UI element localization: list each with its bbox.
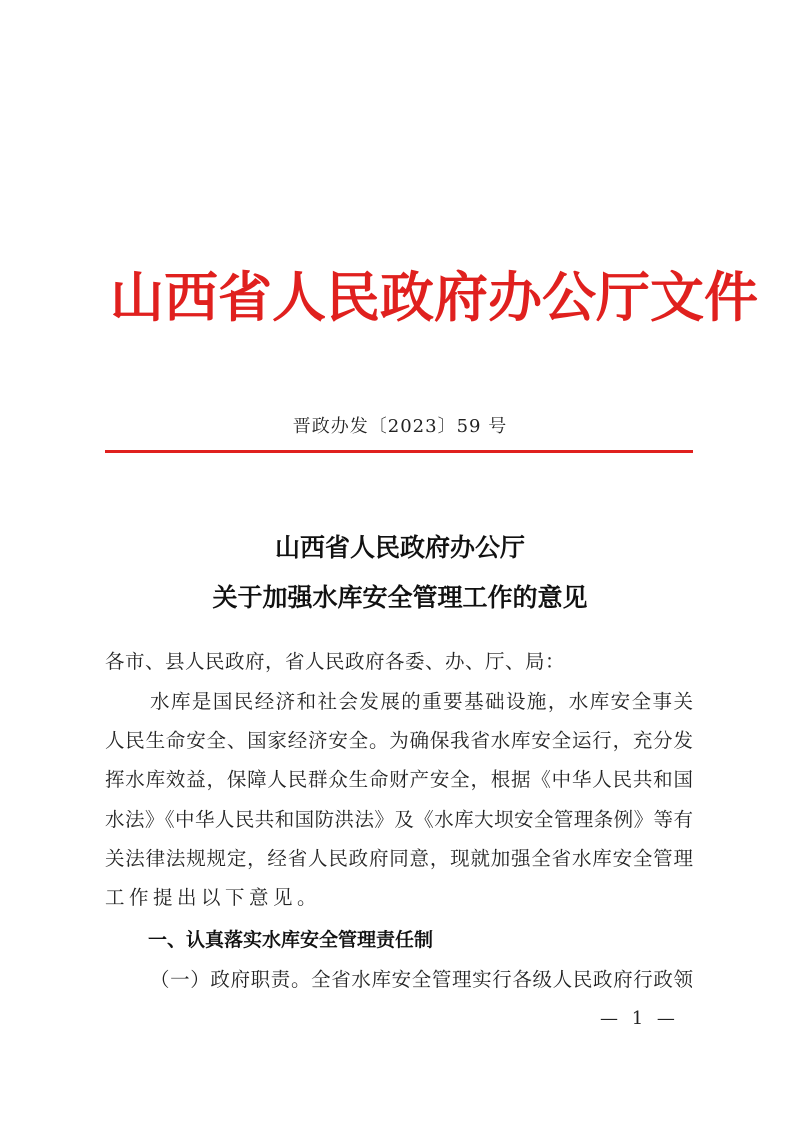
paragraph-line: （一）政府职责。全省水库安全管理实行各级人民政府行政领 bbox=[150, 968, 693, 991]
paragraph-line: 挥水库效益，保障人民群众生命财产安全，根据《中华人民共和国 bbox=[105, 768, 693, 791]
page-number: — 1 — bbox=[600, 1008, 679, 1029]
document-title-line-1: 山西省人民政府办公厅 bbox=[274, 533, 525, 562]
red-divider bbox=[105, 450, 693, 453]
paragraph-line: 人民生命安全、国家经济安全。为确保我省水库安全运行，充分发 bbox=[105, 729, 693, 752]
section-heading: 一、认真落实水库安全管理责任制 bbox=[148, 929, 434, 951]
document-number: 晋政办发〔2023〕59 号 bbox=[292, 416, 508, 437]
paragraph-line: 水法》《中华人民共和国防洪法》及《水库大坝安全管理条例》等有 bbox=[105, 808, 693, 831]
salutation: 各市、县人民政府，省人民政府各委、办、厅、局： bbox=[105, 650, 566, 673]
issuer-red-header: 山西省人民政府办公厅文件 bbox=[110, 265, 758, 329]
document-title-line-2: 关于加强水库安全管理工作的意见 bbox=[212, 583, 588, 612]
paragraph-line: 水库是国民经济和社会发展的重要基础设施，水库安全事关 bbox=[150, 690, 693, 713]
paragraph-line: 工作提出以下意见。 bbox=[105, 886, 322, 909]
paragraph-line: 关法律法规规定，经省人民政府同意，现就加强全省水库安全管理 bbox=[105, 847, 693, 870]
